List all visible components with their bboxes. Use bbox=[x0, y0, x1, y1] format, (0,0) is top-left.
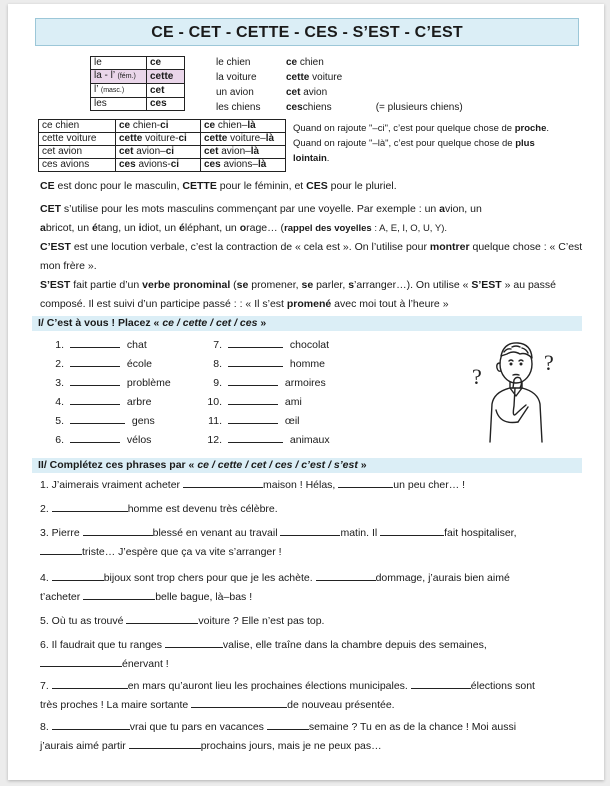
answer-blank[interactable] bbox=[267, 720, 309, 730]
word-list-right bbox=[196, 336, 330, 450]
table-row bbox=[39, 120, 286, 133]
list-item: 11. œil bbox=[208, 415, 300, 427]
table-cell: cet avion–là bbox=[201, 146, 286, 159]
answer-blank[interactable] bbox=[83, 526, 153, 536]
table-row bbox=[39, 133, 286, 146]
answer-blank[interactable] bbox=[316, 571, 376, 581]
list-item: 1. chat bbox=[55, 339, 147, 351]
table-cell: les bbox=[91, 98, 147, 111]
answer-blank[interactable] bbox=[70, 395, 120, 405]
answer-blank[interactable] bbox=[70, 433, 120, 443]
table-cell: ce chien–là bbox=[201, 120, 286, 133]
answer-blank[interactable] bbox=[52, 720, 130, 730]
list-item: 7. chocolat bbox=[213, 339, 330, 351]
proche-lointain-note: Quand on rajoute "–ci", c’est pour quelque chose de proche. Quand on rajoute "–là", c’est pour quelque chose de plus lointain. bbox=[293, 123, 550, 164]
answer-blank[interactable] bbox=[70, 414, 125, 424]
table-cell: ce chien-ci bbox=[116, 120, 201, 133]
answer-blank[interactable] bbox=[129, 739, 201, 749]
answer-blank[interactable] bbox=[70, 338, 120, 348]
list-item: 6. vélos bbox=[55, 434, 152, 446]
table-cell: la - l’ (fém.) bbox=[91, 70, 147, 84]
answer-blank[interactable] bbox=[70, 376, 120, 386]
thinking-person-icon bbox=[460, 330, 570, 445]
table-cell: ce bbox=[147, 57, 185, 70]
answer-blank[interactable] bbox=[338, 478, 393, 488]
table-cell: ces avions–là bbox=[201, 159, 286, 172]
exercise-sentence-3: 3. Pierre blessé en venant au travail matin. Il fait hospitaliser, triste… J’espère que ça va vite s’arranger ! bbox=[40, 527, 517, 558]
exercise-sentence-7: 7. en mars qu’auront lieu les prochaines élections municipales. élections sont très proches ! La maire sortante de nouveau présentée. bbox=[40, 680, 535, 711]
exercise-sentence-6: 6. Il faudrait que tu ranges valise, elle traîne dans la chambre depuis des semaines, énervant ! bbox=[40, 639, 487, 670]
table-cell: cette bbox=[147, 70, 185, 84]
table-row bbox=[91, 57, 185, 70]
answer-blank[interactable] bbox=[52, 571, 104, 581]
answer-blank[interactable] bbox=[228, 414, 278, 424]
exercise-sentence-1: 1. J’aimerais vraiment acheter maison ! Hélas, un peu cher… ! bbox=[40, 479, 466, 491]
answer-blank[interactable] bbox=[191, 698, 287, 708]
list-item: 10. ami bbox=[207, 396, 302, 408]
table-row bbox=[91, 84, 185, 98]
table-row bbox=[91, 98, 185, 111]
answer-blank[interactable] bbox=[380, 526, 444, 536]
question-mark-left: ? bbox=[472, 364, 482, 389]
table-cell: cet bbox=[147, 84, 185, 98]
exercise-sentence-8: 8. vrai que tu pars en vacances semaine ? Tu en as de la chance ! Moi aussi j’aurais aimé partir prochains jours, mais je ne peux pas… bbox=[40, 721, 517, 752]
answer-blank[interactable] bbox=[165, 638, 223, 648]
table-cell: cet avion–ci bbox=[116, 146, 201, 159]
answer-blank[interactable] bbox=[52, 679, 128, 689]
rule-paragraph: CE est donc pour le masculin, CETTE pour le féminin, et CES pour le pluriel. bbox=[40, 180, 397, 192]
question-mark-right: ? bbox=[544, 350, 554, 375]
table-row bbox=[39, 159, 286, 172]
page-title: CE - CET - CETTE - CES - S’EST - C’EST bbox=[35, 18, 579, 46]
rule-paragraph: C’EST est une locution verbale, c’est la contraction de « cela est ». On l’utilise pour montrer quelque chose : « C’est mon frère ». bbox=[40, 241, 583, 272]
list-item: 9. armoires bbox=[213, 377, 326, 389]
list-item: 8. homme bbox=[213, 358, 325, 370]
rule-paragraph: CET s’utilise pour les mots masculins commençant par une voyelle. Par exemple : un avion, un abricot, un étang, un idiot, un éléphant, un orage… (rappel des voyelles : A, E, I, O, U, Y). bbox=[40, 203, 482, 234]
answer-blank[interactable] bbox=[183, 478, 263, 488]
example-list: le chien ce chien la voiture cette voiture un avion cet avion les chiens ceschiens (= plusieurs chiens) bbox=[216, 57, 463, 113]
table-row bbox=[91, 70, 185, 84]
answer-blank[interactable] bbox=[83, 590, 155, 600]
exercise-sentence-4: 4. bijoux sont trop chers pour que je les achète. dommage, j’aurais bien aimé t’acheter belle bague, là–bas ! bbox=[40, 572, 510, 603]
article-table bbox=[90, 56, 185, 111]
list-item: 2. école bbox=[55, 358, 153, 370]
list-item: 12. animaux bbox=[207, 434, 330, 446]
table-cell: le bbox=[91, 57, 147, 70]
answer-blank[interactable] bbox=[280, 526, 340, 536]
word-list-left bbox=[38, 336, 171, 450]
list-item: 3. problème bbox=[55, 377, 171, 389]
answer-blank[interactable] bbox=[228, 376, 278, 386]
table-cell: cet avion bbox=[39, 146, 116, 159]
list-item: 4. arbre bbox=[55, 396, 152, 408]
exercise-sentence-2: 2. homme est devenu très célèbre. bbox=[40, 503, 278, 515]
table-cell: cette voiture-ci bbox=[116, 133, 201, 146]
ci-la-table bbox=[38, 119, 286, 172]
table-cell: ces avions-ci bbox=[116, 159, 201, 172]
answer-blank[interactable] bbox=[40, 545, 82, 555]
answer-blank[interactable] bbox=[228, 357, 283, 367]
answer-blank[interactable] bbox=[70, 357, 120, 367]
table-cell: cette voiture bbox=[39, 133, 116, 146]
table-cell: ces bbox=[147, 98, 185, 111]
table-cell: cette voiture–là bbox=[201, 133, 286, 146]
answer-blank[interactable] bbox=[126, 614, 198, 624]
section-header-2: II/ Complétez ces phrases par « ce / cette / cet / ces / c’est / s’est » bbox=[32, 458, 582, 473]
section-header-1: I/ C’est à vous ! Placez « ce / cette / cet / ces » bbox=[32, 316, 582, 331]
table-cell: ce chien bbox=[39, 120, 116, 133]
table-cell: l’ (masc.) bbox=[91, 84, 147, 98]
answer-blank[interactable] bbox=[40, 657, 122, 667]
answer-blank[interactable] bbox=[228, 395, 278, 405]
answer-blank[interactable] bbox=[52, 502, 128, 512]
table-cell: ces avions bbox=[39, 159, 116, 172]
answer-blank[interactable] bbox=[228, 433, 283, 443]
exercise-sentence-5: 5. Où tu as trouvé voiture ? Elle n’est pas top. bbox=[40, 615, 325, 627]
rule-paragraph: S’EST fait partie d’un verbe pronominal (se promener, se parler, s’arranger…). On utilise « S’EST » au passé composé. Il est suivi d’un participe passé : : « Il s’est promené avec moi tout à l’heure » bbox=[40, 279, 556, 310]
table-row bbox=[39, 146, 286, 159]
answer-blank[interactable] bbox=[228, 338, 283, 348]
answer-blank[interactable] bbox=[411, 679, 471, 689]
worksheet-page bbox=[8, 4, 604, 780]
list-item: 5. gens bbox=[55, 415, 155, 427]
